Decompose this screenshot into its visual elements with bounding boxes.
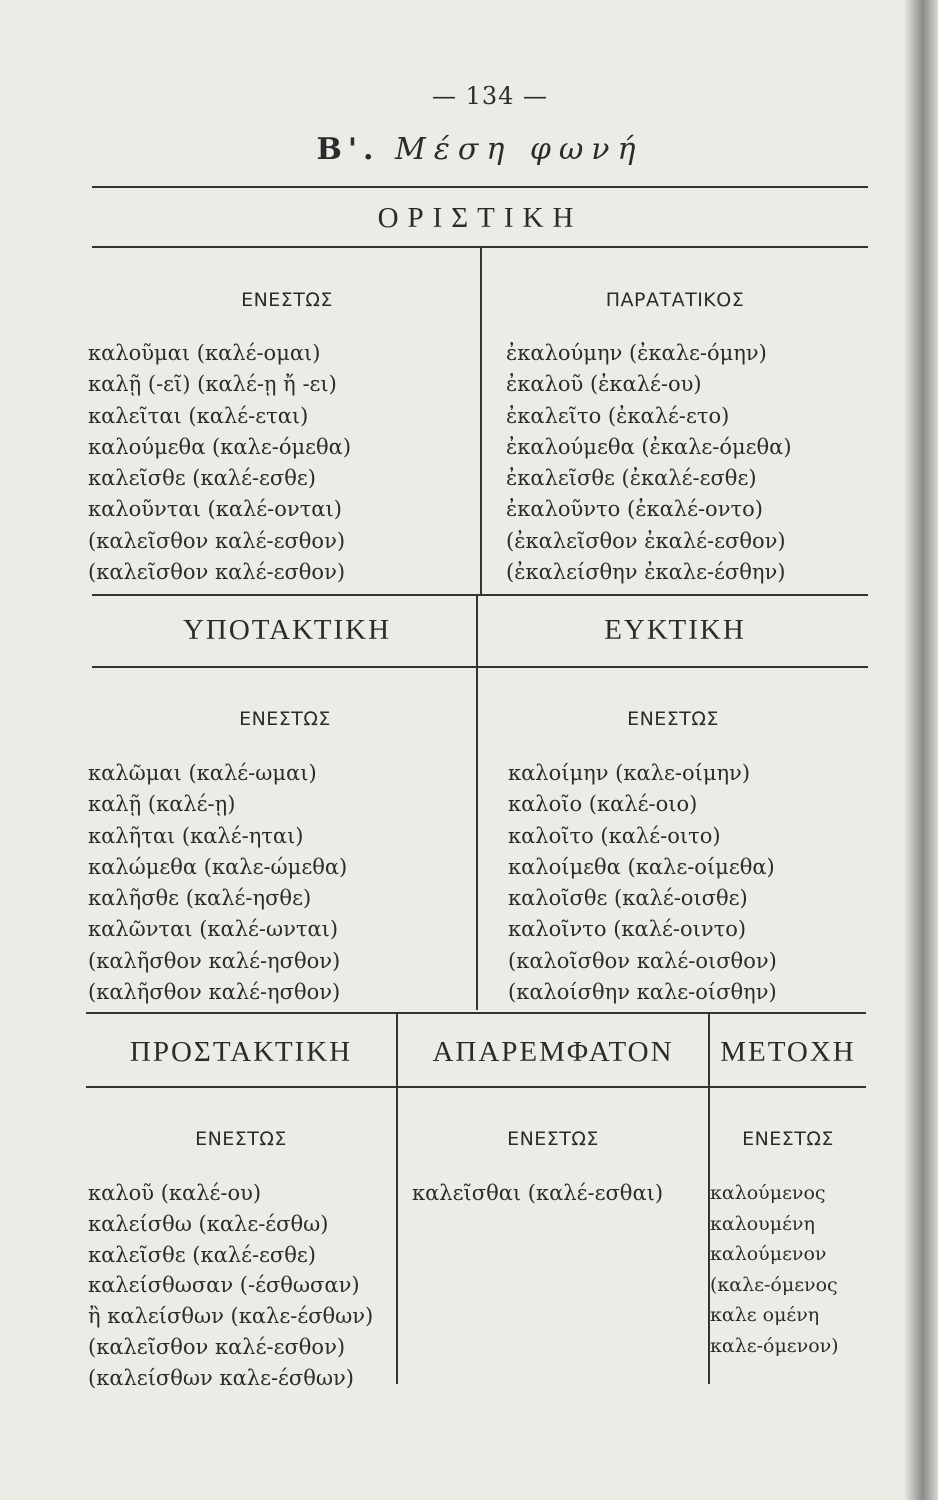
section-name: Μέση φωνή	[395, 132, 644, 167]
form-line: καλούμενον	[710, 1243, 827, 1266]
form-line: (ἐκαλείσθην ἐκαλε-έσθην)	[506, 560, 786, 585]
form-line: (καλῆσθον καλέ-ησθον)	[88, 948, 341, 973]
optative-present-label: ΕΝΕΣΤΩΣ	[627, 708, 719, 730]
infinitive-present-label: ΕΝΕΣΤΩΣ	[507, 1128, 599, 1150]
form-line: καλοῖο (καλέ-οιο)	[508, 792, 698, 817]
rule-top	[92, 186, 868, 188]
form-line: (καλεῖσθον καλέ-εσθον)	[88, 528, 346, 553]
form-line: καλοίμεθα (καλε-οίμεθα)	[508, 854, 775, 879]
form-line: καλεῖσθε (καλέ-εσθε)	[88, 466, 316, 491]
optative-present-forms	[508, 758, 777, 1008]
form-line: καλείσθωσαν (-έσθωσαν)	[88, 1273, 360, 1298]
form-line: ἢ καλείσθων (καλε-έσθων)	[88, 1304, 374, 1329]
form-line: καλεῖσθαι (καλέ-εσθαι)	[412, 1181, 664, 1205]
form-line: καλοῖσθε (καλέ-οισθε)	[508, 886, 748, 911]
form-line: (καλοῖσθον καλέ-οισθον)	[508, 948, 777, 973]
rule-mid-bottom	[92, 666, 868, 668]
subjunctive-present-forms	[88, 758, 347, 1008]
rule-mid-top	[92, 594, 868, 596]
form-line: ἐκαλοῦ (ἐκαλέ-ου)	[506, 372, 702, 397]
form-line: (καλεῖσθον καλέ-εσθον)	[88, 560, 346, 585]
indicative-imperfect-forms	[506, 338, 792, 588]
imperative-present-label: ΕΝΕΣΤΩΣ	[195, 1128, 287, 1150]
form-line: καλούμενος	[710, 1182, 826, 1204]
form-line: καλοῦ (καλέ-ου)	[88, 1181, 262, 1205]
indicative-present-label: ΕΝΕΣΤΩΣ	[241, 289, 333, 311]
form-line: ἐκαλούμην (ἐκαλε-όμην)	[506, 341, 767, 365]
form-line: (καλείσθων καλε-έσθων)	[88, 1365, 354, 1390]
form-line: καλοῖτο (καλέ-οιτο)	[508, 823, 721, 848]
form-line: ἐκαλοῦντο (ἐκαλέ-οντο)	[506, 497, 763, 522]
subjunctive-present-label: ΕΝΕΣΤΩΣ	[239, 708, 331, 730]
form-line: καλῆται (καλέ-ηται)	[88, 823, 304, 848]
form-line: καλώμεθα (καλε-ώμεθα)	[88, 854, 348, 879]
section-title	[300, 132, 660, 167]
page-number: — 134 —	[431, 82, 549, 110]
form-line: ἐκαλεῖσθε (ἐκαλέ-εσθε)	[506, 466, 757, 491]
form-line: καλείσθω (καλε-έσθω)	[88, 1211, 329, 1236]
form-line: καλεῖσθε (καλέ-εσθε)	[88, 1242, 316, 1267]
form-line: καλῆσθε (καλέ-ησθε)	[88, 886, 312, 911]
imperative-heading: ΠΡΟΣΤΑΚΤΙΚΗ	[129, 1036, 353, 1068]
imperative-present-forms	[88, 1178, 373, 1394]
participle-present-forms	[710, 1178, 839, 1362]
form-line: καλούμεθα (καλε-όμεθα)	[88, 434, 352, 459]
form-line: (καλε-όμενος	[710, 1273, 838, 1296]
form-line: καλῇ (καλέ-ῃ)	[88, 792, 236, 817]
form-line: (καλεῖσθον καλέ-εσθον)	[88, 1334, 346, 1359]
form-line: καλῶμαι (καλέ-ωμαι)	[88, 761, 317, 785]
form-line: καλοίμην (καλε-οίμην)	[508, 761, 751, 785]
form-line: καλε-όμενον)	[710, 1334, 839, 1357]
form-line: καλοῦνται (καλέ-ονται)	[88, 497, 342, 522]
rule-bottom-top	[86, 1012, 866, 1014]
form-line: καλῇ (-εῖ) (καλέ-ῃ ἤ -ει)	[88, 372, 337, 397]
indicative-imperfect-label: ΠΑΡΑΤΑΤΙΚΟΣ	[605, 289, 745, 311]
form-line: ἐκαλεῖτο (ἐκαλέ-ετο)	[506, 403, 730, 428]
form-line: ἐκαλούμεθα (ἐκαλε-όμεθα)	[506, 434, 792, 459]
column-divider-mid	[476, 596, 478, 1010]
form-line: καλοῖντο (καλέ-οιντο)	[508, 917, 747, 942]
rule-bottom-bottom	[86, 1086, 866, 1088]
indicative-present-forms	[88, 338, 351, 588]
form-line: καλοῦμαι (καλέ-ομαι)	[88, 341, 321, 365]
participle-present-label: ΕΝΕΣΤΩΣ	[742, 1128, 834, 1150]
form-line: καλε ομένη	[710, 1304, 820, 1327]
form-line: (καλοίσθην καλε-οίσθην)	[508, 980, 777, 1005]
form-line: (ἐκαλεῖσθον ἐκαλέ-εσθον)	[506, 528, 786, 553]
form-line: καλεῖται (καλέ-εται)	[88, 403, 309, 428]
infinitive-heading: ΑΠΑΡΕΜΦΑΤΟΝ	[432, 1036, 674, 1068]
optative-heading: ΕΥΚΤΙΚΗ	[604, 614, 746, 646]
indicative-heading: ΟΡΙΣΤΙΚΗ	[377, 202, 583, 234]
participle-heading: ΜΕΤΟΧΗ	[720, 1036, 856, 1068]
column-divider-left	[396, 1014, 398, 1384]
form-line: (καλῆσθον καλέ-ησθον)	[88, 980, 341, 1005]
subjunctive-heading: ΥΠΟΤΑΚΤΙΚΗ	[182, 614, 392, 646]
form-line: καλουμένη	[710, 1212, 815, 1235]
section-letter: Β'.	[316, 132, 380, 167]
page-edge-shadow	[904, 0, 938, 1500]
form-line: καλῶνται (καλέ-ωνται)	[88, 917, 339, 942]
infinitive-present-forms	[412, 1178, 663, 1209]
